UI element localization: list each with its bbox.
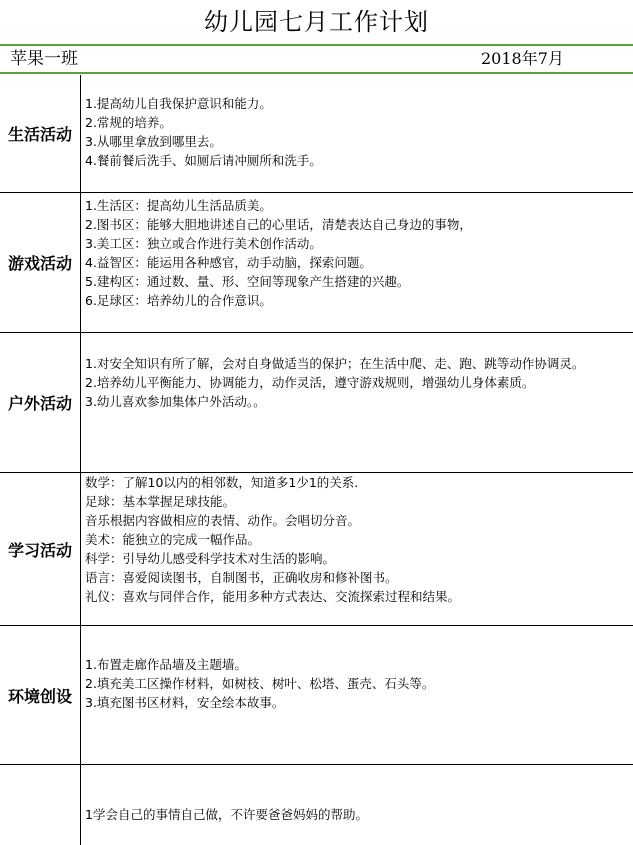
list-item: 3.填充图书区材料，安全绘本故事。 — [85, 695, 285, 710]
section-content — [85, 196, 630, 310]
section-content — [85, 473, 630, 606]
list-item: 美术：能独立的完成一幅作品。 — [85, 532, 261, 547]
list-item: 2.常规的培养。 — [85, 115, 172, 130]
list-item: 1.布置走廊作品墙及主题墙。 — [85, 657, 247, 672]
list-item: 语言：喜爱阅读图书，自制图书，正确收房和修补图书。 — [85, 570, 398, 585]
section-content — [85, 655, 630, 712]
class-name: 苹果一班 — [10, 49, 78, 69]
section-label: 环境创设 — [7, 686, 72, 706]
list-item: 1.对安全知识有所了解，会对自身做适当的保护；在生活中爬、走、跑、跳等动作协调灵。 — [85, 356, 585, 371]
section-label: 学习活动 — [7, 540, 72, 560]
section-label: 游戏活动 — [7, 254, 72, 273]
list-item: 4.餐前餐后洗手、如厕后请冲厕所和洗手。 — [85, 153, 322, 168]
section-row — [0, 765, 633, 845]
section-row — [0, 473, 633, 626]
section-row — [0, 626, 633, 765]
page-title: 幼儿园七月工作计划 — [204, 8, 429, 36]
list-item: 3.幼儿喜欢参加集体户外活动。。 — [85, 394, 266, 409]
section-label: 生活活动 — [7, 125, 72, 144]
list-item: 1学会自己的事情自己做，不许要爸爸妈妈的帮助。 — [85, 807, 368, 822]
section-content — [85, 805, 630, 824]
plan-date: 2018年7月 — [481, 49, 564, 68]
list-item: 科学：引导幼儿感受科学技术对生活的影响。 — [85, 551, 336, 566]
list-item: 2.填充美工区操作材料，如树枝、树叶、松塔、蛋壳、石头等。 — [85, 676, 435, 691]
list-item: 礼仪：喜欢与同伴合作，能用多种方式表达、交流探索过程和结果。 — [85, 589, 461, 604]
list-item: 2.培养幼儿平衡能力、协调能力，动作灵活，遵守游戏规则，增强幼儿身体素质。 — [85, 375, 535, 390]
section-row — [0, 193, 633, 333]
header-divider-bottom — [0, 72, 633, 74]
section-label — [0, 765, 80, 845]
section-row — [0, 75, 633, 193]
list-item: 音乐根据内容做相应的表情、动作。会唱切分音。 — [85, 513, 361, 528]
list-item: 数学：了解10以内的相邻数，知道多1少1的关系. — [85, 475, 359, 490]
list-item: 3.美工区：独立或合作进行美术创作活动。 — [85, 236, 322, 251]
section-label: 户外活动 — [7, 394, 72, 413]
list-item: 6.足球区：培养幼儿的合作意识。 — [85, 293, 272, 308]
list-item: 3.从哪里拿放到哪里去。 — [85, 134, 222, 149]
header-divider-top — [0, 44, 633, 46]
list-item: 1.提高幼儿自我保护意识和能力。 — [85, 96, 272, 111]
list-item: 1.生活区：提高幼儿生活品质美。 — [85, 198, 272, 213]
list-item: 足球：基本掌握足球技能。 — [85, 494, 236, 509]
list-item: 4.益智区：能运用各种感官，动手动脑，探索问题。 — [85, 255, 372, 270]
section-content — [85, 354, 630, 411]
list-item: 2.图书区：能够大胆地讲述自己的心里话，清楚表达自己身边的事物， — [85, 217, 472, 232]
list-item: 5.建构区：通过数、量、形、空间等现象产生搭建的兴趣。 — [85, 274, 410, 289]
section-row — [0, 333, 633, 473]
section-content — [85, 94, 630, 170]
